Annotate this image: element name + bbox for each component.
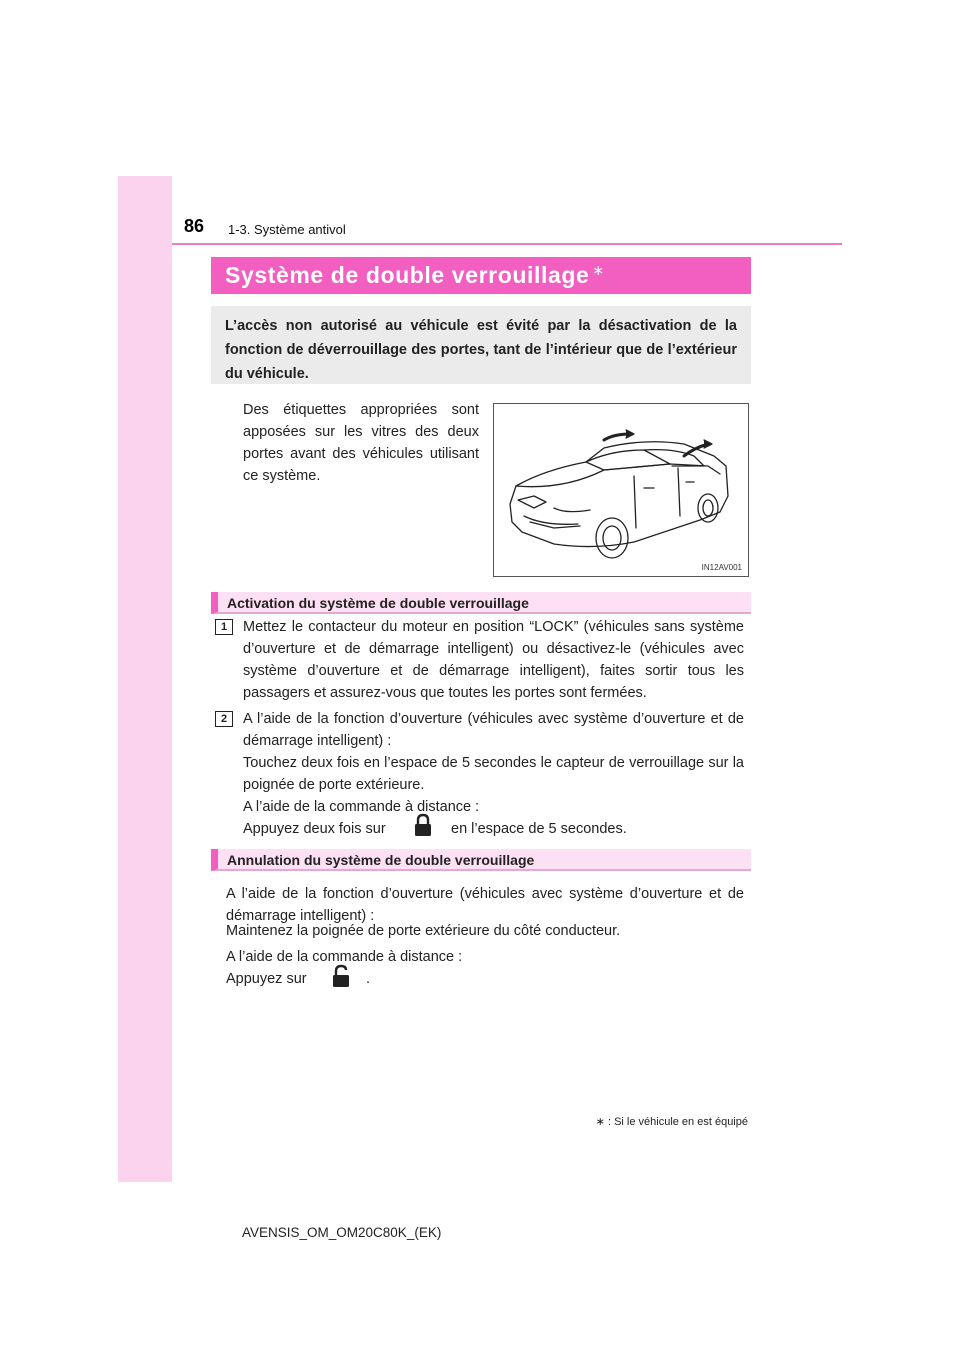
section-activation-title: Activation du système de double verrouillage: [227, 595, 529, 611]
step-2-line-4-end: en l’espace de 5 secondes.: [451, 821, 627, 837]
step-2-badge: 2: [215, 711, 233, 727]
car-figure: [493, 403, 749, 577]
lock-icon: [412, 813, 434, 837]
cancel-line-2: Maintenez la poignée de porte extérieure du côté conducteur.: [226, 923, 621, 939]
cancel-line-4-end: .: [366, 971, 371, 987]
label-paragraph: Des étiquettes appropriées sont apposées sur les vitres des deux portes avant des véhicules utilisant ce système.: [243, 402, 479, 484]
document-code: AVENSIS_OM_OM20C80K_(EK): [242, 1225, 442, 1240]
cancel-line-1: A l’aide de la fonction d’ouverture (véhicules avec système d’ouverture et de démarrage intelligent) :: [226, 886, 744, 924]
breadcrumb: 1-3. Système antivol: [228, 222, 346, 237]
cancel-line-4-start: Appuyez sur: [226, 971, 307, 987]
footnote-asterisk: ∗: [595, 1116, 605, 1128]
step-1-badge: 1: [215, 619, 233, 635]
step-2-line-3: A l’aide de la commande à distance :: [243, 799, 480, 815]
step-1-text: Mettez le contacteur du moteur en position “LOCK” (véhicules sans système d’ouverture et de démarrage intelligent) ou désactivez-le (véhicules avec système d’ouverture et de démarrage intelligent), faites sortir tous les passagers et assurez-vous que toutes les portes sont fermées.: [243, 619, 744, 701]
footnote: [596, 1115, 748, 1128]
header-divider: [172, 243, 842, 245]
section-activation-header: [211, 592, 751, 614]
step-2-line-1: A l’aide de la fonction d’ouverture (véhicules avec système d’ouverture et de démarrage intelligent) :: [243, 711, 744, 749]
page-number: 86: [184, 216, 205, 236]
step-2-line-4-start: Appuyez deux fois sur: [243, 821, 386, 837]
page-title-bar: [211, 257, 751, 294]
unlock-icon: [330, 964, 352, 988]
page-title-text: Système de double verrouillage: [225, 262, 590, 288]
section-cancel-title: Annulation du système de double verrouillage: [227, 852, 535, 868]
footnote-text: : Si le véhicule en est équipé: [607, 1116, 748, 1128]
page-title: [225, 262, 605, 289]
intro-text: L’accès non autorisé au véhicule est évité par la désactivation de la fonction de déverrouillage des portes, tant de l’intérieur que de l’extérieur du véhicule.: [225, 318, 737, 382]
asterisk-icon: ∗: [592, 262, 605, 278]
cancel-line-3: A l’aide de la commande à distance :: [226, 949, 463, 965]
side-color-band: [118, 176, 172, 1182]
car-illustration-icon: [494, 404, 748, 576]
section-cancel-header: [211, 849, 751, 871]
figure-code: IN12AV001: [701, 563, 742, 572]
intro-box: [211, 306, 751, 384]
step-2-line-2: Touchez deux fois en l’espace de 5 secondes le capteur de verrouillage sur la poignée de porte extérieure.: [243, 755, 744, 793]
